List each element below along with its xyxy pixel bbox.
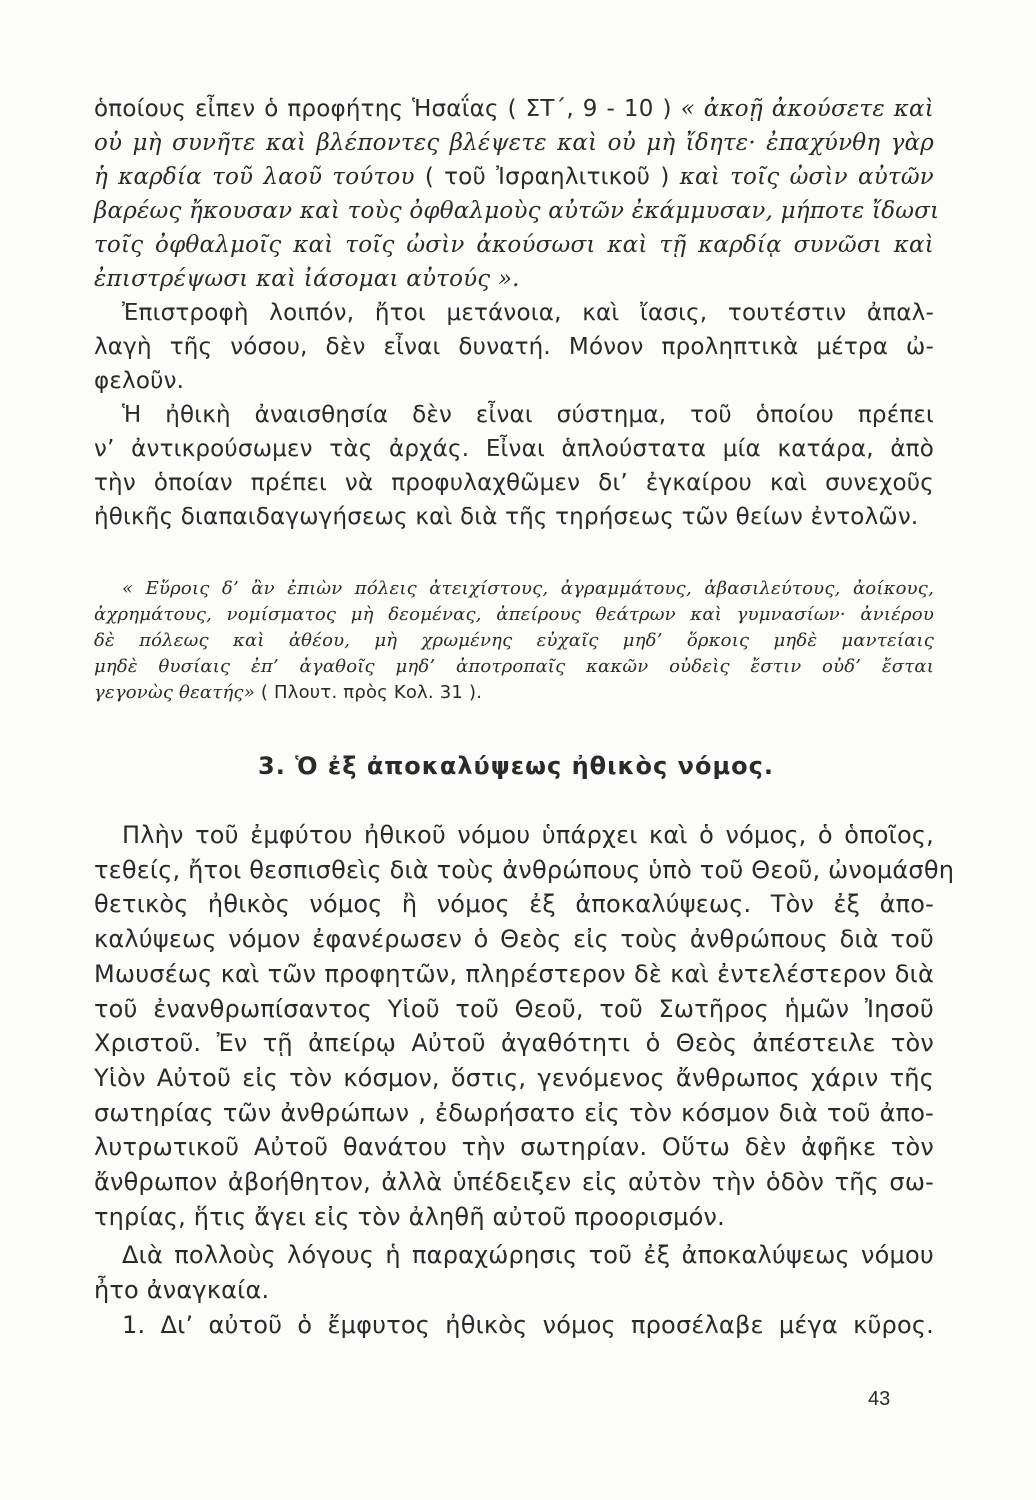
text-line: τηρίας, ἥτις ἄγει εἰς τὸν ἀληθῆ αὐτοῦ προορισμόν.	[94, 1202, 725, 1231]
section-body	[94, 818, 955, 1234]
text-line: ἐπιστρέψωσι καὶ ἰάσομαι αὐτούς ».	[94, 266, 520, 292]
text-line: βαρέως ἤκουσαν καὶ τοὺς ὀφθαλμοὺς αὐτῶν ἐκάμμυσαν, μήποτε ἴδωσι	[94, 198, 940, 224]
text-line: καλύψεως νόμον ἐφανέρωσεν ὁ Θεὸς εἰς τοὺς ἀνθρώπους διὰ τοῦ	[94, 925, 934, 954]
text-line: Υἱὸν Αὐτοῦ εἰς τὸν κόσμον, ὅστις, γενόμενος ἄνθρωπος χάριν τῆς	[94, 1063, 934, 1092]
text-line: θετικὸς ἠθικὸς νόμος ἢ νόμος ἐξ ἀποκαλύψεως. Τὸν ἐξ ἀπο-	[94, 890, 934, 919]
paragraph-reasons	[94, 1238, 934, 1307]
paragraph-repentance	[94, 296, 934, 398]
text-line: γεγονὼς θεατής» ( Πλουτ. πρὸς Κολ. 31 ).	[94, 682, 483, 703]
text-line: ἄνθρωπον ἀβοήθητον, ἀλλὰ ὑπέδειξεν εἰς αὐτὸν τὴν ὁδὸν τῆς σω-	[94, 1168, 934, 1197]
text-line: σωτηρίας τῶν ἀνθρώπων , ἐδωρήσατο εἰς τὸν κόσμον διὰ τοῦ ἀπο-	[94, 1098, 934, 1127]
paragraph-moral-insensibility	[94, 398, 934, 534]
text-line: Διὰ πολλοὺς λόγους ἡ παραχώρησις τοῦ ἐξ ἀποκαλύψεως νόμου	[122, 1241, 934, 1269]
text-line: ὁποίους εἶπεν ὁ προφήτης Ἡσαΐας ( ΣΤ΄, 9 - 10 ) « ἀκοῇ ἀκούσετε καὶ	[94, 96, 934, 122]
text-line: μηδὲ θυσίαις ἐπ’ ἀγαθοῖς μηδ’ ἀποτροπαῖς κακῶν οὐδεὶς ἔστιν οὐδ’ ἔσται	[94, 656, 934, 677]
text-line: ἡ καρδία τοῦ λαοῦ τούτου ( τοῦ Ἰσραηλιτικοῦ ) καὶ τοῖς ὠσὶν αὐτῶν	[94, 164, 934, 190]
citation: ( Πλουτ. πρὸς Κολ. 31 ).	[260, 682, 483, 703]
text-line: Ἡ ἠθικὴ ἀναισθησία δὲν εἶναι σύστημα, τοῦ ὁποίου πρέπει	[122, 402, 934, 428]
isaiah-quote-paragraph	[94, 92, 940, 296]
text-line: Χριστοῦ. Ἐν τῇ ἀπείρῳ Αὐτοῦ ἀγαθότητι ὁ Θεὸς ἀπέστειλε τὸν	[94, 1029, 934, 1058]
text-line: οὐ μὴ συνῆτε καὶ βλέποντες βλέψετε καὶ οὐ μὴ ἴδητε· ἐπαχύνθη γὰρ	[94, 130, 934, 156]
text-line: 1. Δι’ αὐτοῦ ὁ ἔμφυτος ἠθικὸς νόμος προσέλαβε μέγα κῦρος.	[122, 1311, 934, 1339]
text-line: δὲ πόλεως καὶ ἀθέου, μὴ χρωμένης εὐχαῖς μηδ’ ὅρκοις μηδὲ μαντείαις	[94, 630, 934, 651]
text-line: Ἐπιστροφὴ λοιπόν, ἤτοι μετάνοια, καὶ ἴασις, τουτέστιν ἀπαλ-	[122, 300, 934, 326]
text-line: τοῖς ὀφθαλμοῖς καὶ τοῖς ὠσὶν ἀκούσωσι καὶ τῇ καρδίᾳ συνῶσι καὶ	[94, 232, 934, 258]
text-line: τὴν ὁποίαν πρέπει νὰ προφυλαχθῶμεν δι’ ἐγκαίρου καὶ συνεχοῦς	[94, 470, 934, 496]
text-line: φελοῦν.	[94, 368, 185, 394]
text-line: λαγὴ τῆς νόσου, δὲν εἶναι δυνατή. Μόνον προληπτικὰ μέτρα ὠ-	[94, 334, 934, 360]
text-line: ἀχρημάτους, νομίσματος μὴ δεομένας, ἀπείρους θεάτρων καὶ γυμνασίων· ἀνιέρου	[94, 604, 934, 625]
text-line: « Εὕροις δ’ ἂν ἐπιὼν πόλεις ἀτειχίστους, ἀγραμμάτους, ἀβασιλεύτους, ἀοίκους,	[122, 578, 934, 599]
numbered-item-1	[94, 1308, 934, 1343]
text-line: Μωυσέως καὶ τῶν προφητῶν, πληρέστερον δὲ καὶ ἐντελέστερον διὰ	[94, 959, 934, 988]
text-line: τοῦ ἐνανθρωπίσαντος Υἱοῦ τοῦ Θεοῦ, τοῦ Σωτῆρος ἡμῶν Ἰησοῦ	[94, 994, 934, 1023]
page-number: 43	[868, 1388, 891, 1410]
plutarch-quote	[94, 576, 934, 706]
text-line: ν’ ἀντικρούσωμεν τὰς ἀρχάς. Εἶναι ἁπλούστατα μία κατάρα, ἀπὸ	[94, 436, 934, 462]
text-line: ἠθικῆς διαπαιδαγωγήσεως καὶ διὰ τῆς τηρήσεως τῶν θείων ἐντολῶν.	[94, 504, 919, 530]
text-line: λυτρωτικοῦ Αὐτοῦ θανάτου τὴν σωτηρίαν. Οὕτω δὲν ἀφῆκε τὸν	[94, 1133, 934, 1162]
text-line: ἦτο ἀναγκαία.	[94, 1275, 270, 1304]
text-line: τεθείς, ἤτοι θεσπισθεὶς διὰ τοὺς ἀνθρώπους ὑπὸ τοῦ Θεοῦ, ὠνομάσθη	[94, 855, 955, 884]
section-heading: 3. Ὁ ἐξ ἀποκαλύψεως ἠθικὸς νόμος.	[258, 752, 774, 780]
text-line: Πλὴν τοῦ ἐμφύτου ἠθικοῦ νόμου ὑπάρχει καὶ ὁ νόμος, ὁ ὁποῖος,	[122, 821, 934, 849]
